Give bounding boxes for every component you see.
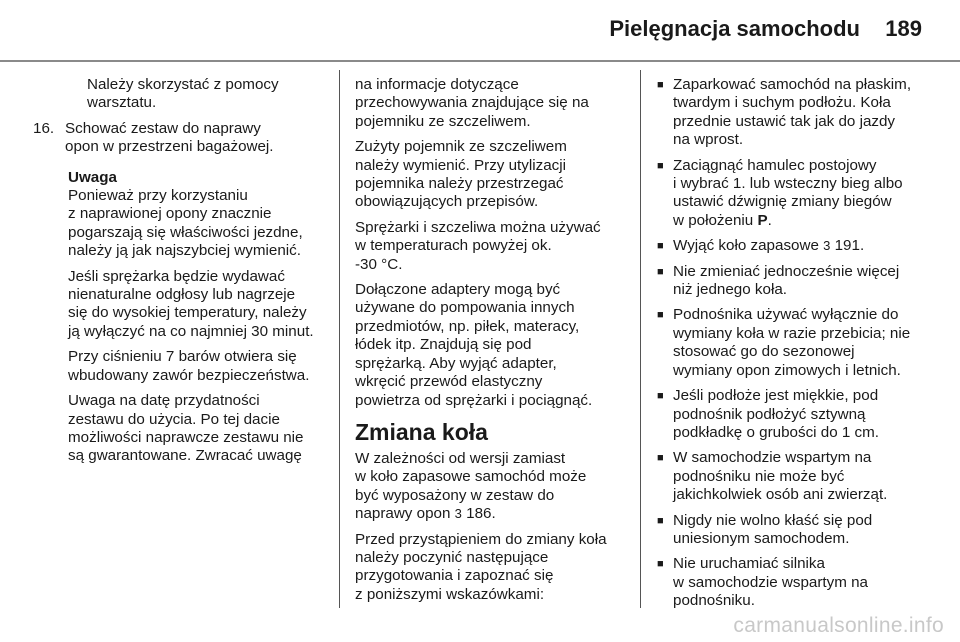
paragraph-preparation: Przed przystąpieniem do zmiany koła należy poczynić następujące przygotowania i zapoznać się z poniższymi wskazówkami: (355, 530, 607, 603)
page-number: 189 (885, 16, 922, 41)
page-reference-icon: 3 (823, 238, 831, 254)
bullet-icon: ■ (657, 390, 664, 403)
paragraph-repair-kit (355, 450, 625, 524)
note-paragraph-2: Jeśli sprężarka będzie wydawać nienaturalne odgłosy lub nagrzeje się do wysokiej temperatury, należy ją wyłączyć na co najmniej 30 minut. (68, 267, 314, 340)
bullet-icon: ■ (657, 265, 664, 278)
column-divider-2 (640, 70, 641, 608)
list-item-text: Jeśli podłoże jest miękkie, pod podnośnik podłożyć sztywną podkładkę o grubości do 1 cm. (673, 387, 879, 441)
list-item-text: Zaparkować samochód na płaskim, twardym i suchym podłożu. Koła przednie ustawić tak jak do jazdy na wprost. (673, 76, 912, 149)
list-item (654, 263, 926, 300)
paragraph-storage: na informacje dotyczące przechowywania znajdujące się na pojemniku ze szczeliwem. (355, 76, 589, 130)
bullet-icon: ■ (657, 79, 664, 91)
step-text: Schować zestaw do naprawy opon w przestrzeni bagażowej. (65, 119, 274, 156)
list-item (654, 555, 926, 610)
list-item-text: Zaciągnąć hamulec postojowy i wybrać 1. lub wsteczny bieg albo ustawić dźwignię zmiany biegów w położeniu (673, 156, 903, 229)
list-item (654, 237, 926, 255)
list-item (654, 306, 926, 380)
list-item (654, 157, 926, 231)
header-divider (0, 60, 960, 62)
list-item (654, 387, 926, 442)
list-item (654, 512, 926, 549)
step-16 (33, 120, 330, 157)
repair-kit-text: W zależności od wersji zamiast w koło zapasowe samochód może być wyposażony w zestaw do naprawy opon (355, 449, 587, 523)
page-reference-icon: 3 (454, 506, 462, 522)
column-divider-1 (339, 70, 340, 608)
column-2 (355, 76, 625, 611)
bullet-icon: ■ (657, 240, 664, 253)
list-item-text: Podnośnika używać wyłącznie do wymiany koła w razie przebicia; nie stosować go do sezonowej wymiany opon zimowych i letnich. (673, 306, 911, 379)
list-item-text: Nie uruchamiać silnika w samochodzie wspartym na podnośniku. (673, 555, 868, 610)
section-heading: Zmiana koła (355, 418, 488, 445)
page-reference-link[interactable]: 191. (834, 237, 865, 255)
list-item (654, 449, 926, 504)
paragraph-disposal: Zużyty pojemnik ze szczeliwem należy wymienić. Przy utylizacji pojemnika należy przestrzegać obowiązujących przepisów. (355, 138, 567, 211)
continued-text: Należy skorzystać z pomocy warsztatu. (87, 76, 279, 112)
note-paragraph-4: Uwaga na datę przydatności zestawu do użycia. Po tej dacie możliwości naprawcze zestawu nie są gwarantowane. Zwracać uwagę (68, 392, 304, 465)
note-paragraph-3: Przy ciśnieniu 7 barów otwiera się wbudowany zawór bezpieczeństwa. (68, 348, 310, 384)
page-reference-link[interactable]: 186. (466, 505, 496, 523)
list-item-text: W samochodzie wspartym na podnośniku nie może być jakichkolwiek osób ani zwierząt. (673, 449, 888, 504)
bullet-icon: ■ (657, 309, 664, 322)
bullet-icon: ■ (657, 452, 664, 465)
bullet-icon: ■ (657, 159, 664, 172)
bullet-icon: ■ (657, 558, 664, 571)
page-title: Pielęgnacja samochodu (609, 16, 860, 41)
list-item-text: Nie zmieniać jednocześnie więcej niż jednego koła. (673, 262, 900, 299)
list-item-end: . (767, 211, 772, 229)
watermark: carmanualsonline.info (733, 614, 944, 637)
paragraph-adapters: Dołączone adaptery mogą być używane do pompowania innych przedmiotów, np. piłek, materacy, łódek itp. Znajdują się pod sprężarką. Aby wyjąć adapter, wkręcić przewód elastyczny powietrza od sprężarki i pociągnąć. (355, 281, 593, 409)
list-item (654, 76, 926, 150)
list-item-text: Nigdy nie wolno kłaść się pod uniesionym samochodem. (673, 511, 873, 547)
list-item-text: Wyjąć koło zapasowe (673, 237, 819, 255)
note-title: Uwaga (68, 168, 117, 186)
column-3 (654, 76, 926, 618)
gear-position-label: P (757, 211, 768, 229)
paragraph-temperature: Sprężarki i szczeliwa można używać w temperaturach powyżej ok. -30 °C. (355, 218, 601, 273)
step-number: 16. (33, 119, 55, 137)
note-paragraph-1: Ponieważ przy korzystaniu z naprawionej opony znacznie pogarszają się właściwości jezdne, należy ją jak najszybciej wymienić. (68, 187, 303, 260)
page-header (0, 0, 960, 62)
bullet-icon: ■ (657, 514, 664, 527)
column-1 (33, 76, 330, 473)
